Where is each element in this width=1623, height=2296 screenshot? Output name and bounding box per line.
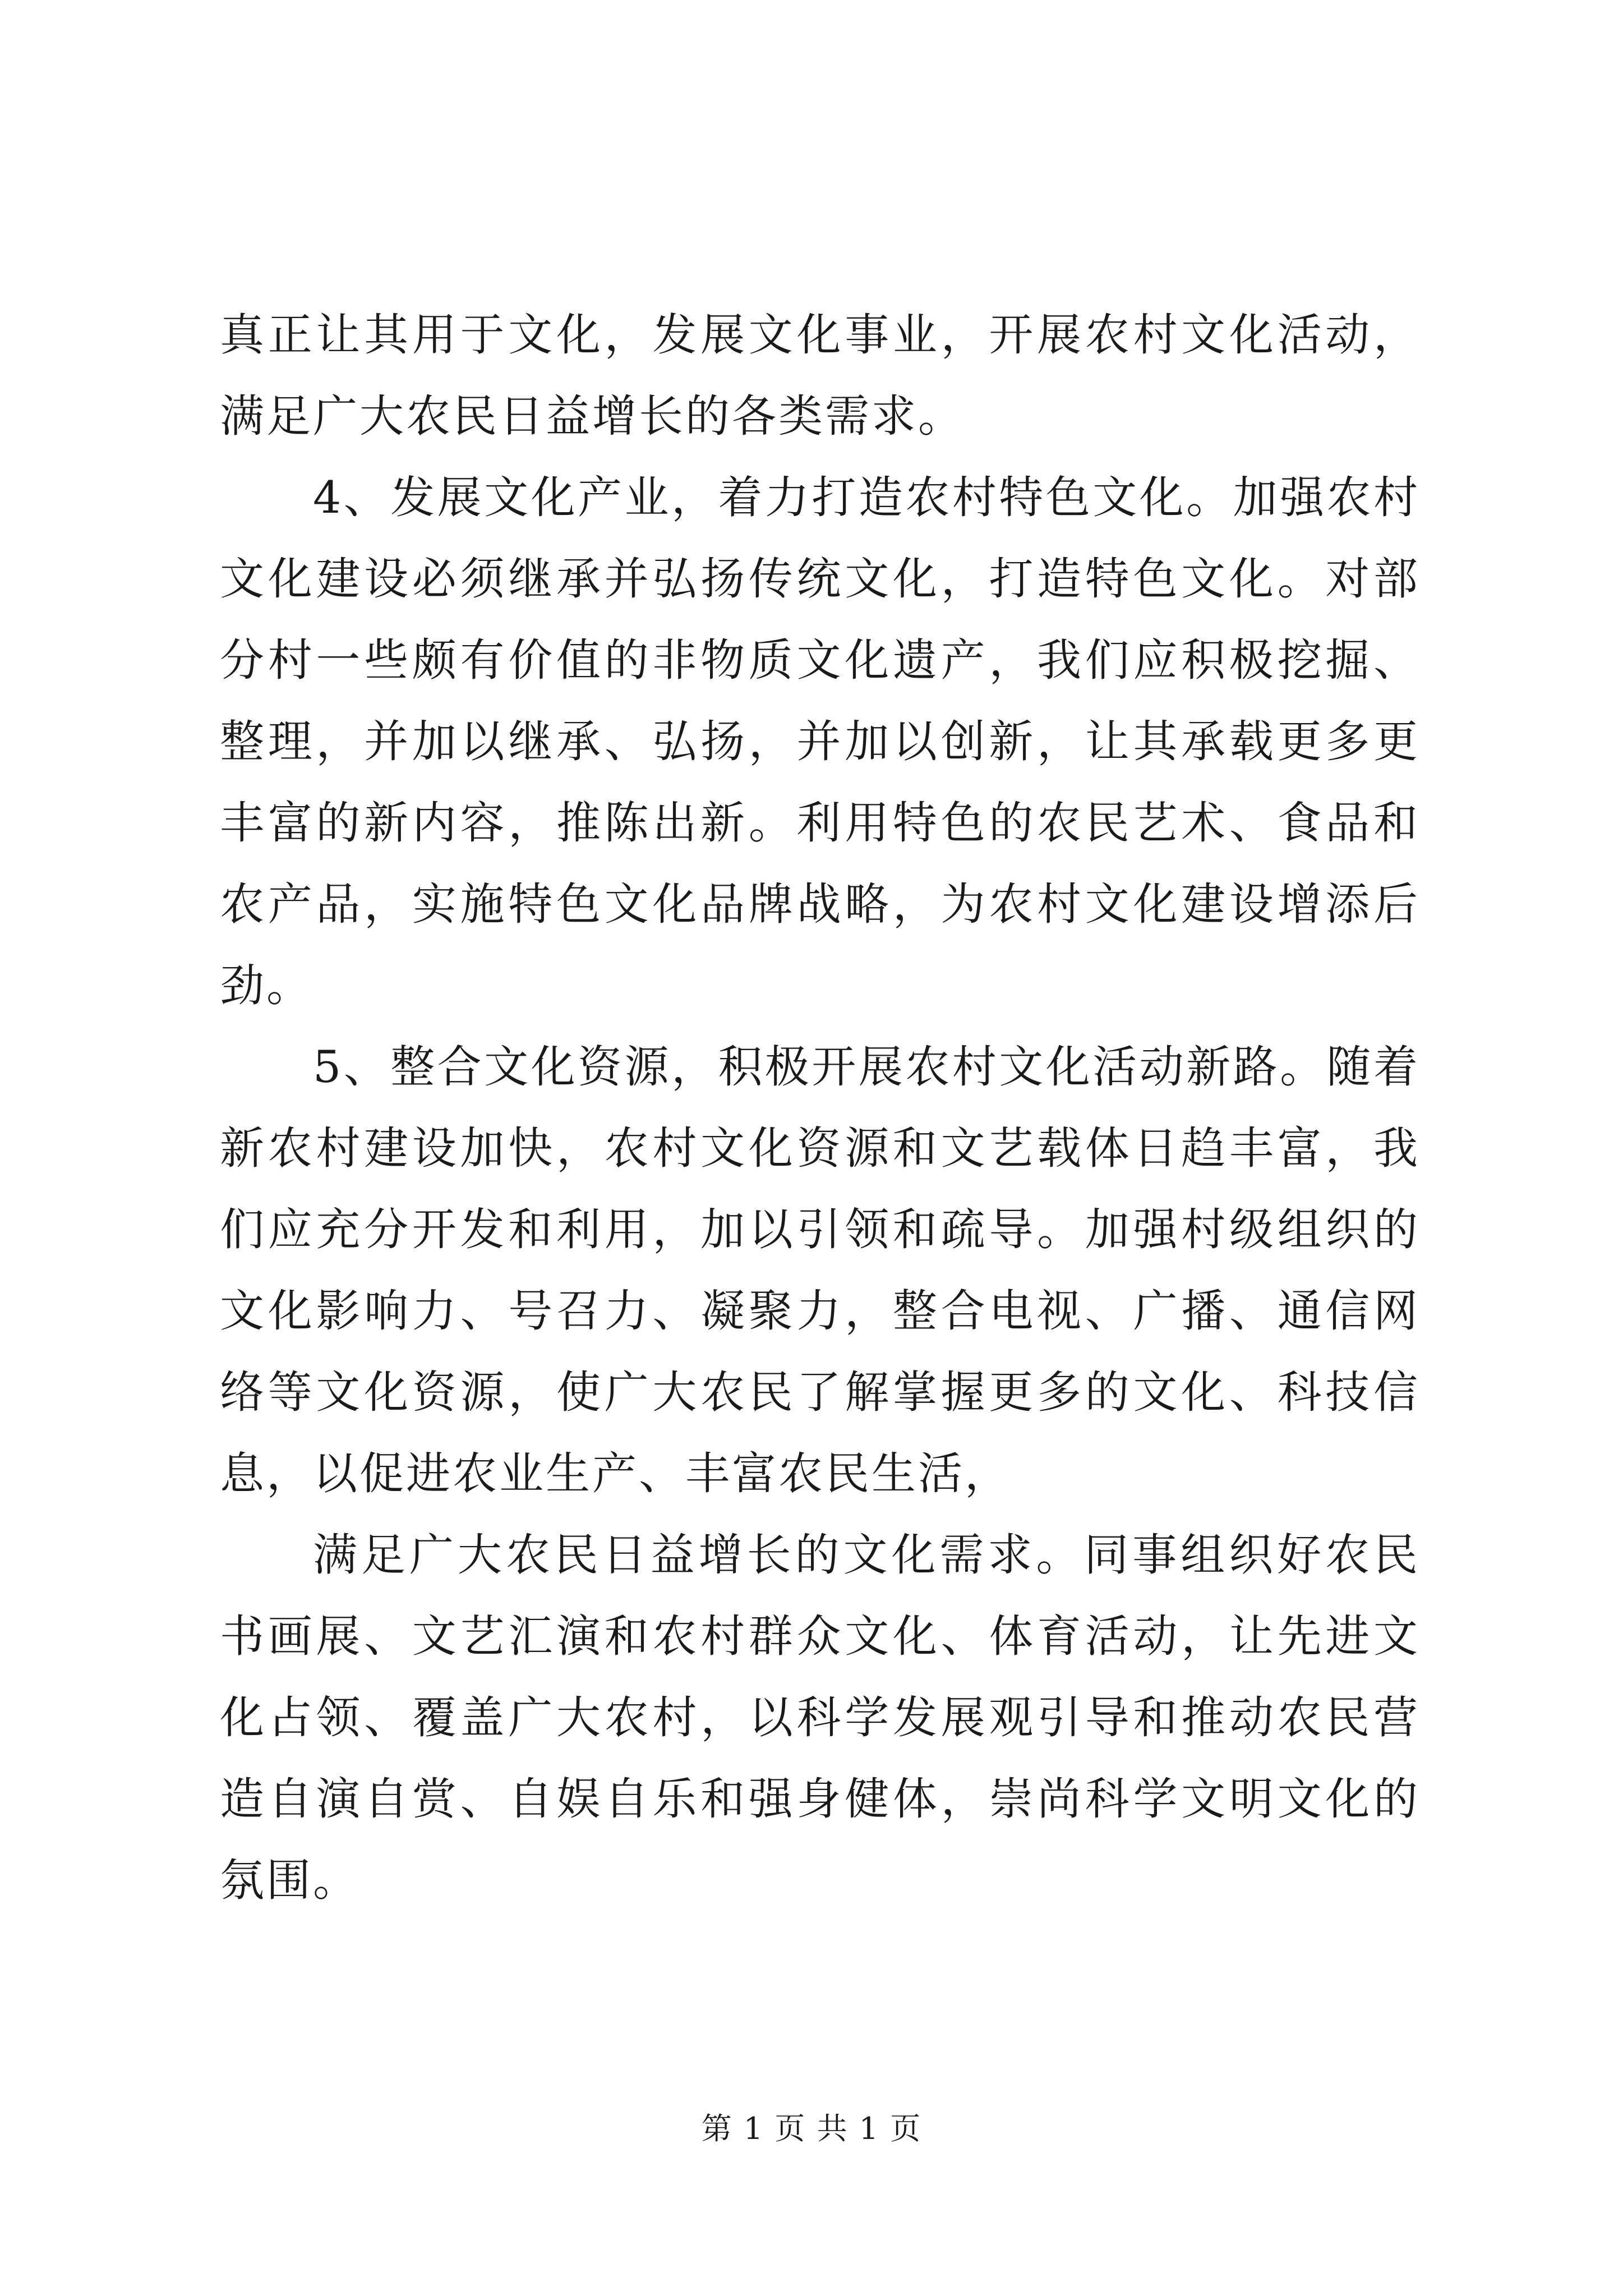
paragraph-continuation: 真正让其用于文化，发展文化事业，开展农村文化活动，满足广大农民日益增长的各类需求。 xyxy=(220,309,1420,442)
paragraph-closing: 满足广大农民日益增长的文化需求。同事组织好农民书画展、文艺汇演和农村群众文化、体育活动，让先进文化占领、覆盖广大农村，以科学发展观引导和推动农民营造自演自赏、自娱自乐和强身健体，崇尚科学文明文化的氛围。 xyxy=(220,1529,1420,1906)
paragraph-item-4: 4、发展文化产业，着力打造农村特色文化。加强农村文化建设必须继承并弘扬传统文化，打造特色文化。对部分村一些颇有价值的非物质文化遗产，我们应积极挖掘、整理，并加以继承、弘扬，并加以创新，让其承载更多更丰富的新内容，推陈出新。利用特色的农民艺术、食品和农产品，实施特色文化品牌战略，为农村文化建设增添后劲。 xyxy=(220,472,1420,1011)
document-body xyxy=(220,295,1420,1921)
paragraph-item-5: 5、整合文化资源，积极开展农村文化活动新路。随着新农村建设加快，农村文化资源和文艺载体日趋丰富，我们应充分开发和利用，加以引领和疏导。加强村级组织的文化影响力、号召力、凝聚力，整合电视、广播、通信网络等文化资源，使广大农民了解掌握更多的文化、科技信息，以促进农业生产、丰富农民生活， xyxy=(220,1041,1420,1499)
page-number-footer: 第 1 页 共 1 页 xyxy=(701,2111,922,2146)
